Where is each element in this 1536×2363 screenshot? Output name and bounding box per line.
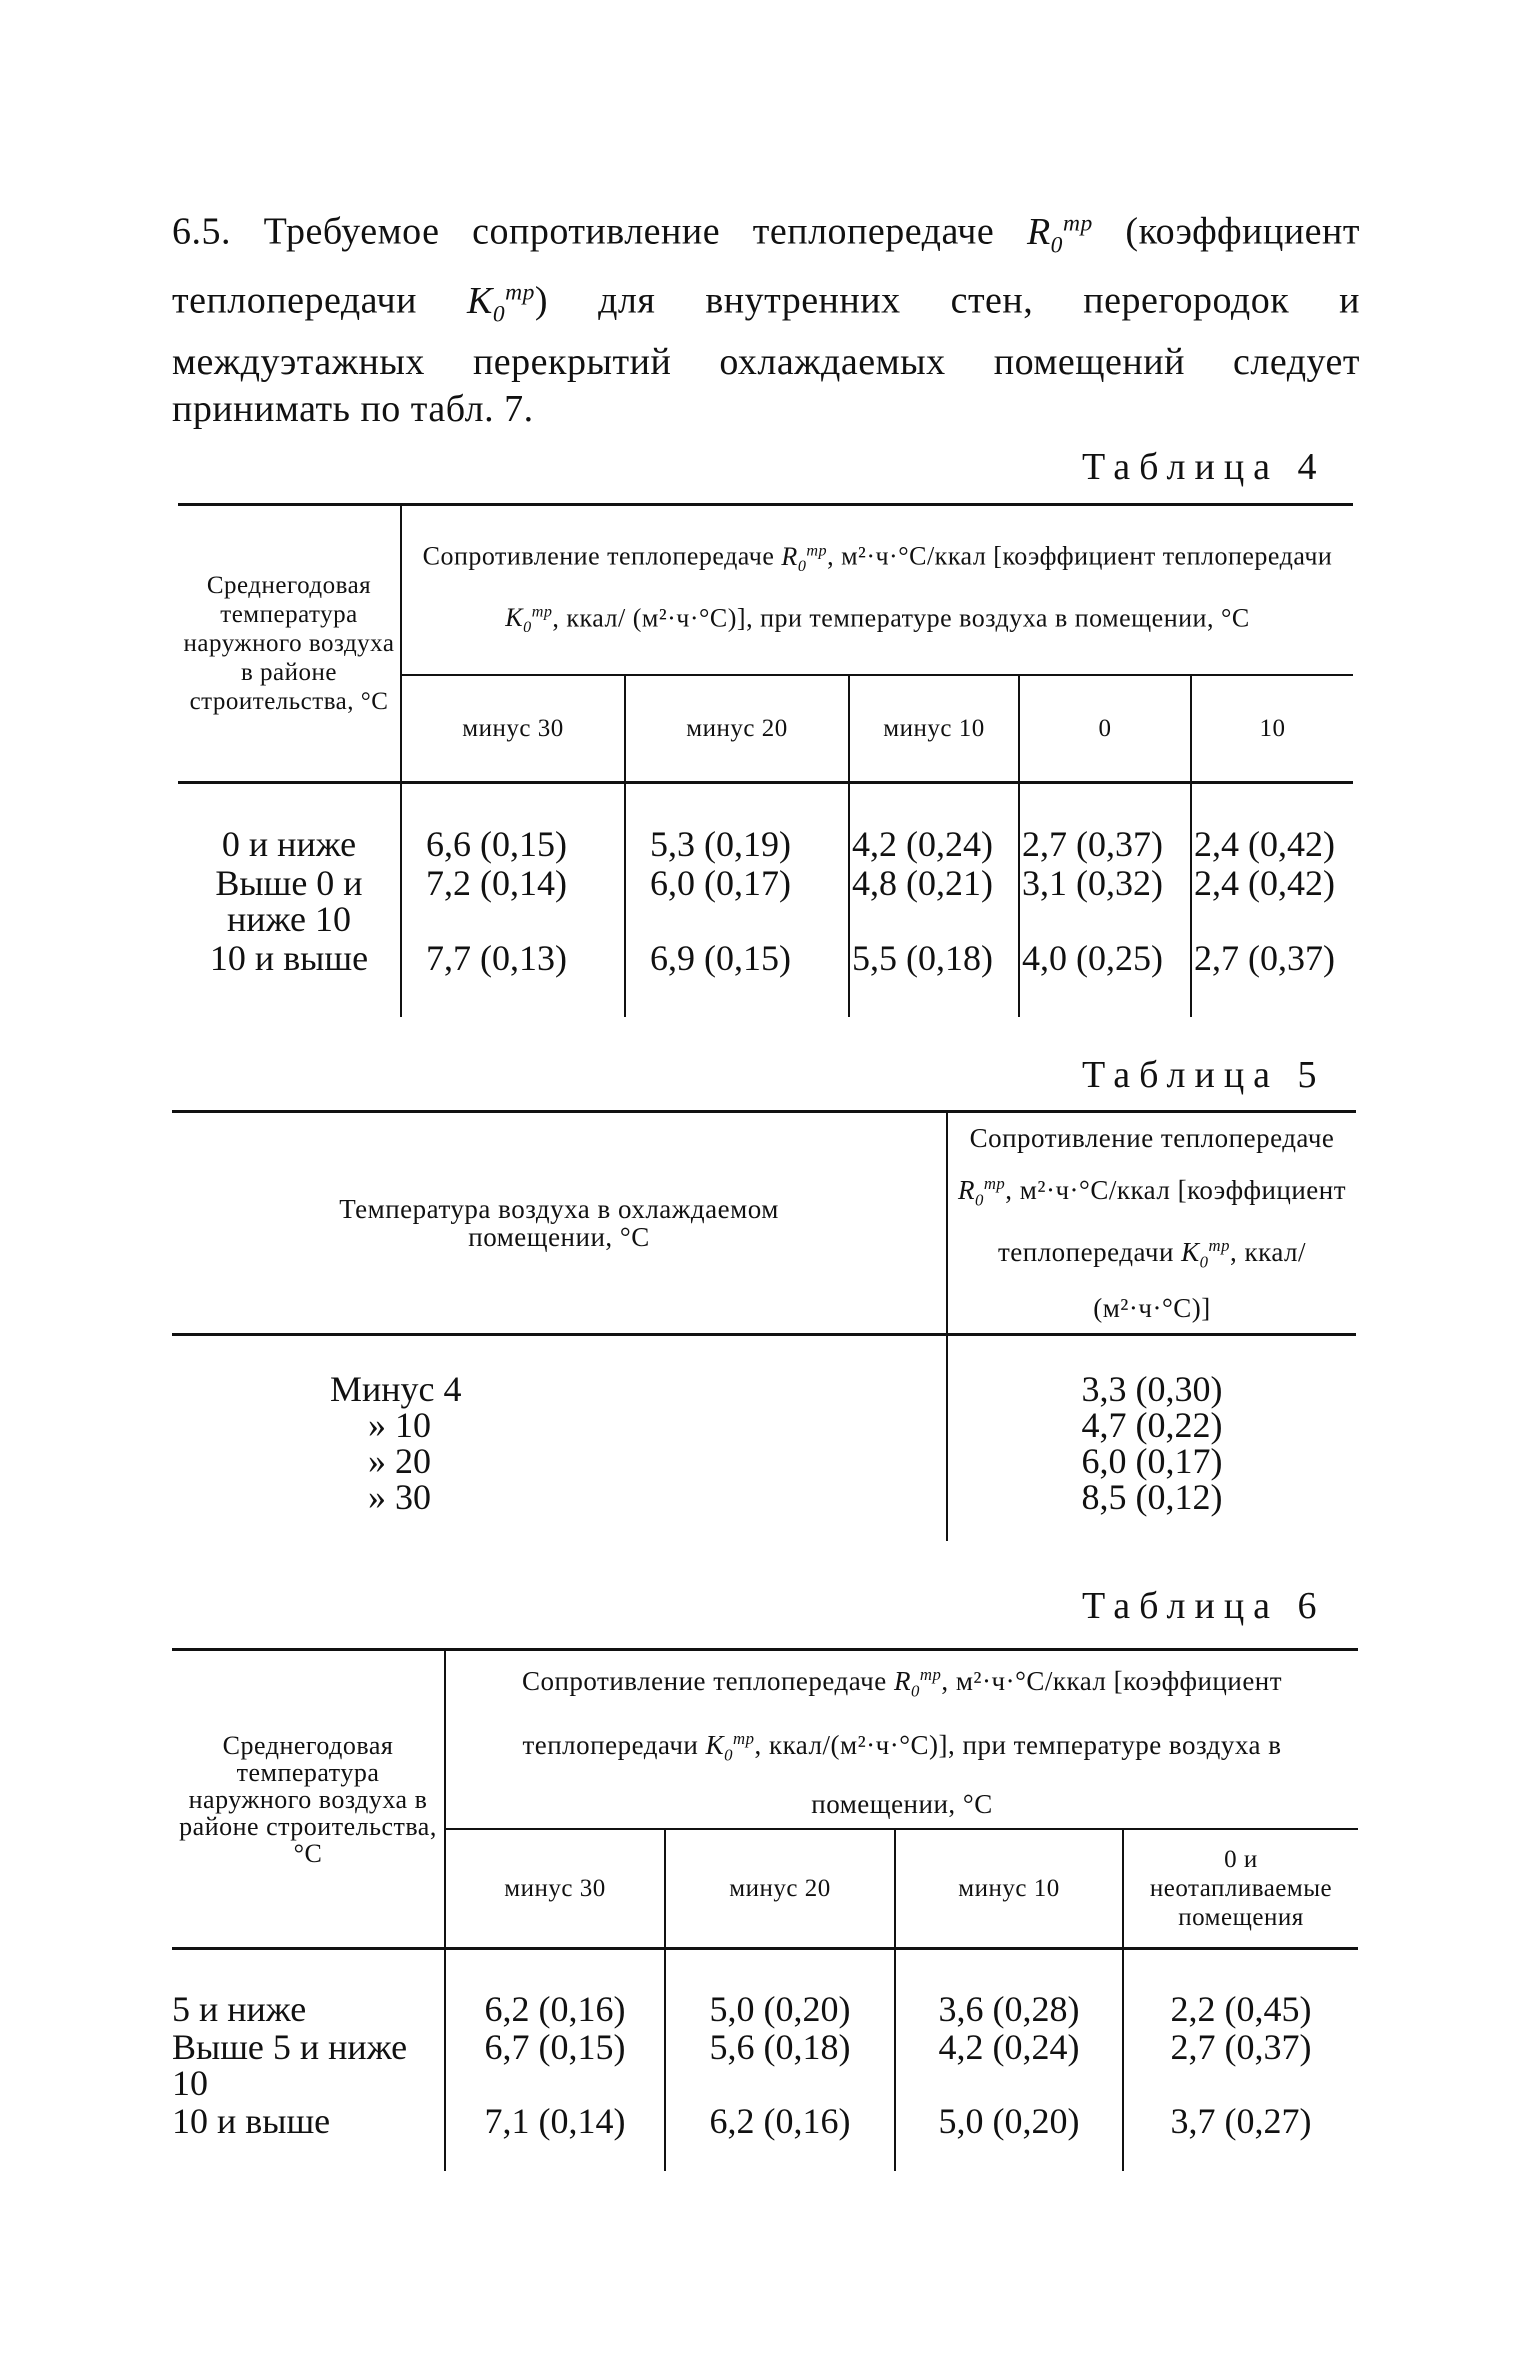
table-row	[172, 1479, 1356, 1515]
table-5-caption: Таблица 5	[1082, 1054, 1326, 1096]
table-cell: 2,7 (0,37)	[1019, 823, 1191, 865]
section-6-5-paragraph	[172, 200, 1360, 433]
table-row	[178, 937, 1353, 979]
table-row	[172, 2101, 1358, 2141]
table-cell: 8,5 (0,12)	[1081, 1476, 1223, 1517]
table-cell: 3,3 (0,30)	[1081, 1368, 1223, 1409]
table-6-caption: Таблица 6	[1082, 1585, 1326, 1627]
table-4-group-header: Сопротивление теплопередаче $R_0^{тр}$, м²·ч·°С/ккал [коэффициент теплопередачи $K_0^{тр}$, ккал/ (м²·ч·°С)], при температуре воздуха в помещении, °С	[401, 505, 1353, 675]
table-cell: 6,0 (0,17)	[1081, 1440, 1223, 1481]
table-row	[172, 1443, 1356, 1479]
row-label: 10 и выше	[172, 2101, 445, 2141]
row-label: Минус 4	[172, 1371, 947, 1407]
paragraph-text: ) для внутренних стен, перегородок и междуэтажных перекрытий охлаждаемых помещений следует принимать по табл. 7.	[172, 279, 1361, 430]
table-4-col-header: 10	[1191, 675, 1353, 783]
table-4-stub-header: Среднегодовая температура наружного воздуха в районе строительства, °С	[178, 505, 401, 783]
table-cell: 4,2 (0,24)	[895, 2029, 1123, 2101]
table-6-col-header: минус 10	[895, 1829, 1123, 1949]
row-label: » 20	[172, 1443, 947, 1479]
table-5-stub-header: Температура воздуха в охлаждаемом помещении, °С	[172, 1112, 947, 1335]
paragraph-text: (коэффициент теплопередачи	[172, 210, 1360, 322]
table-row	[172, 1989, 1358, 2029]
table-row	[172, 1371, 1356, 1407]
table-6-stub-header: Среднегодовая температура наружного воздуха в районе строительства, °С	[172, 1650, 445, 1949]
table-5	[172, 1110, 1356, 1541]
row-label: 5 и ниже	[172, 1989, 445, 2029]
row-label: 0 и ниже	[178, 823, 401, 865]
table-cell: 4,7 (0,22)	[1081, 1404, 1223, 1445]
table-cell: 6,0 (0,17)	[625, 865, 849, 937]
paragraph-text: 6.5. Требуемое сопротивление теплопередаче	[172, 210, 1027, 253]
table-cell: 5,0 (0,20)	[895, 2101, 1123, 2141]
table-cell: 4,0 (0,25)	[1019, 937, 1191, 979]
table-4-col-header: минус 30	[401, 675, 625, 783]
table-row	[178, 823, 1353, 865]
table-cell: 6,7 (0,15)	[445, 2029, 665, 2101]
row-label: Выше 5 и ниже 10	[172, 2029, 445, 2101]
table-6-group-header: Сопротивление теплопередаче $R_0^{тр}$, м²·ч·°С/ккал [коэффициент теплопередачи $K_0^{тр}$, ккал/(м²·ч·°С)], при температуре воздуха в помещении, °С	[445, 1650, 1358, 1829]
table-cell: 2,7 (0,37)	[1170, 2026, 1312, 2067]
table-cell: 7,7 (0,13)	[401, 937, 625, 979]
table-row	[178, 865, 1353, 937]
table-cell: 5,5 (0,18)	[849, 937, 1019, 979]
table-cell: 5,0 (0,20)	[665, 1989, 895, 2029]
table-6-col-header: минус 30	[445, 1829, 665, 1949]
table-cell: 6,9 (0,15)	[625, 937, 849, 979]
row-label: Выше 0 и ниже 10	[178, 865, 401, 937]
table-cell: 2,2 (0,45)	[1170, 1988, 1312, 2029]
symbol-r: $R_0^{тр}$	[1026, 210, 1093, 259]
table-4	[178, 503, 1353, 1017]
table-cell: 3,7 (0,27)	[1170, 2100, 1312, 2141]
table-4-caption: Таблица 4	[1082, 446, 1326, 488]
table-cell: 6,2 (0,16)	[665, 2101, 895, 2141]
row-label: » 10	[172, 1407, 947, 1443]
table-row	[172, 2029, 1358, 2101]
table-4-col-header: минус 20	[625, 675, 849, 783]
table-cell: 4,2 (0,24)	[849, 823, 1019, 865]
table-4-col-header: минус 10	[849, 675, 1019, 783]
table-cell: 2,4 (0,42)	[1194, 823, 1335, 864]
table-cell: 5,6 (0,18)	[665, 2029, 895, 2101]
table-cell: 5,3 (0,19)	[625, 823, 849, 865]
table-5-value-header: Сопротивление теплопередаче $R_0^{тр}$, м²·ч·°С/ккал [коэффициент теплопередачи $K_0^{тр}$, ккал/ (м²·ч·°С)]	[947, 1112, 1356, 1335]
table-cell: 6,6 (0,15)	[401, 823, 625, 865]
table-cell: 6,2 (0,16)	[445, 1989, 665, 2029]
table-cell: 3,1 (0,32)	[1019, 865, 1191, 937]
row-label: 10 и выше	[178, 937, 401, 979]
table-6	[172, 1648, 1358, 2171]
table-cell: 2,7 (0,37)	[1194, 937, 1335, 978]
table-row	[172, 1407, 1356, 1443]
table-6-col-header: минус 20	[665, 1829, 895, 1949]
table-cell: 3,6 (0,28)	[895, 1989, 1123, 2029]
table-cell: 7,2 (0,14)	[401, 865, 625, 937]
row-label: » 30	[172, 1479, 947, 1515]
table-4-col-header: 0	[1019, 675, 1191, 783]
table-cell: 2,4 (0,42)	[1194, 862, 1335, 903]
table-cell: 4,8 (0,21)	[849, 865, 1019, 937]
table-6-col-header: 0 и неотапливаемые помещения	[1123, 1829, 1358, 1949]
symbol-k: $K_0^{тр}$	[466, 279, 535, 328]
table-cell: 7,1 (0,14)	[445, 2101, 665, 2141]
